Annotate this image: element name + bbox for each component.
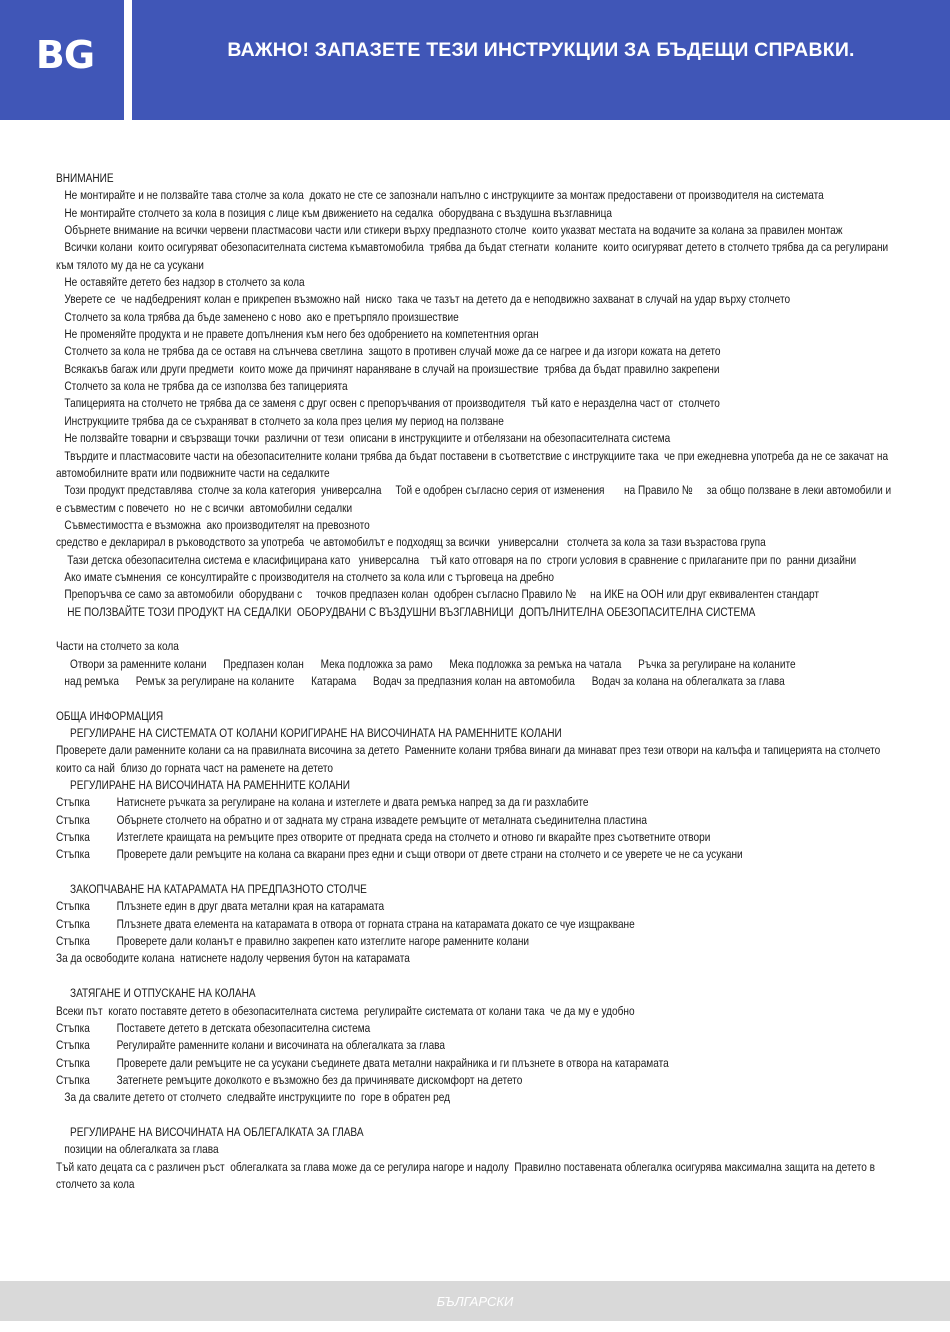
buckle-section [56,881,896,968]
warnings-heading: ВНИМАНИЕ [56,171,114,185]
step-text: Поставете детето в детската обезопасителна система [116,1020,371,1035]
step-row [56,829,896,846]
parts-heading: Части на столчето за кола [56,639,179,654]
paragraph: За да свалите детето от столчето следвайте инструкциите по горе в обратен ред [56,1090,451,1105]
step-label: Стъпка [56,934,90,949]
general-section [56,708,896,864]
warning-item: Ако имате съмнения се консултирайте с производителя на столчето за кола или с търговеца на дребно [56,569,554,584]
subsection-heading: РЕГУЛИРАНЕ НА СИСТЕМАТА ОТ КОЛАНИ КОРИГИРАНЕ НА ВИСОЧИНАТА НА РАМЕННИТЕ КОЛАНИ [56,726,562,740]
spacer [56,1107,896,1124]
spacer [56,690,896,707]
step-label: Стъпка [56,899,90,914]
step-label: Стъпка [56,1038,90,1053]
warning-item: Столчето за кола трябва да бъде заменено с ново ако е претърпяло произшествие [56,309,459,324]
language-badge [0,0,124,120]
tighten-section [56,985,896,1106]
step-label: Стъпка [56,1072,90,1087]
step-row [56,1055,896,1072]
footer-language: БЪЛГАРСКИ [436,1293,514,1309]
warning-item: Препоръчва се само за автомобили оборудвани с точков предпазен колан одобрен съгласно Правило № на ИКЕ на ООН или друг еквивалентен стандарт [56,587,820,602]
warning-item: Столчето за кола не трябва да се оставя на слънчева светлина защото в противен случай може да се нагрее и да изгори кожата на детето [56,344,721,359]
step-row [56,812,896,829]
subsection-heading: РЕГУЛИРАНЕ НА ВИСОЧИНАТА НА РАМЕННИТЕ КОЛАНИ [56,778,351,793]
headrest-section [56,1124,896,1193]
paragraph: Тъй като децата са с различен ръст облегалката за глава може да се регулира нагоре и надолу Правилно поставената облегалка осигурява максимална защита на детето в столчето за кола [56,1159,878,1191]
warning-item: Не оставяйте детето без надзор в столчето за кола [56,275,305,290]
step-text: Плъзнете един в друг двата метални края на катарамата [116,899,385,914]
warning-item: Всякакъв багаж или други предмети които може да причинят нараняване в случай на произшествие трябва да бъдат правилно закрепени [56,361,720,376]
step-text: Обърнете столчето на обратно и от задната му страна извадете ремъците от металната съединителна пластина [116,812,647,827]
page-footer [0,1281,950,1321]
paragraph: Проверете дали раменните колани са на правилната височина за детето Раменните колани трябва винаги да минават през тези отвори на калъфа и тапицерията на столчето които са най близо до горната част на раменете на детето [56,743,886,775]
warnings-section [56,170,896,621]
spacer [56,621,896,638]
step-row [56,898,896,915]
warning-item: Обърнете внимание на всички червени пластмасови части или стикери върху предпазното столче които указват местата на водачите за колана за правилен монтаж [56,223,843,238]
warning-item: Не монтирайте столчето за кола в позиция с лице към движението на седалка оборудвана с въздушна възглавница [56,205,612,220]
step-row [56,933,896,950]
subsection-heading: ЗАКОПЧАВАНЕ НА КАТАРАМАТА НА ПРЕДПАЗНОТО СТОЛЧЕ [56,882,367,897]
subsection-heading: ЗАТЯГАНЕ И ОТПУСКАНЕ НА КОЛАНА [56,986,256,1001]
warning-item: Столчето за кола не трябва да се използва без тапицерията [56,379,348,394]
warning-item: Твърдите и пластмасовите части на обезопасителните колани трябва да бъдат поставени в съответствие с инструкциите така че при ежедневна употреба да не се закачат на автомобилните врати или подвижните части на седалките [56,448,891,480]
step-row [56,794,896,811]
warning-item: Не монтирайте и не ползвайте тава столче за кола докато не сте се запознали напълно с инструкциите за монтаж предоставени от производителя на системата [56,188,824,203]
step-text: Изтеглете краищата на ремъците през отворите от предната среда на столчето и отново ги вкарайте през съответните отвори [116,830,711,845]
warning-item: Тапицерията на столчето не трябва да се заменя с друг освен с препоръчвания от производителя тъй като е неразделна част от столчето [56,396,720,411]
warning-item: Не ползвайте товарни и свързващи точки различни от тези описани в инструкциите и отбелязани на обезопасителната система [56,431,671,446]
warning-item: Всички колани които осигуряват обезопасителната система къмавтомобила трябва да бъдат стегнати коланите които осигуряват детето в столчето трябва да са регулирани към тялото му да не са усукани [56,240,891,272]
step-row [56,1072,896,1089]
step-label: Стъпка [56,795,90,810]
step-text: Проверете дали коланът е правилно закрепен като изтеглите нагоре раменните колани [116,934,530,949]
warning-item: Уверете се че надбедреният колан е прикрепен възможно най ниско така че тазът на детето да е неподвижно захванат в случай на удар върху столчето [56,292,791,307]
step-label: Стъпка [56,1020,90,1035]
warning-item: Тази детска обезопасителна система е класифицирана като универсална тъй като отговаря на по строги условия в сравнение с прилаганите при по ранни дизайни [56,552,857,567]
parts-list-line: над ремъка Ремък за регулиране на коланите Катарама Водач за предпазния колан на автомобила Водач за колана на облегалката за глава [56,673,785,688]
warning-item: НЕ ПОЛЗВАЙТЕ ТОЗИ ПРОДУКТ НА СЕДАЛКИ ОБОРУДВАНИ С ВЪЗДУШНИ ВЪЗГЛАВНИЦИ ДОПЪЛНИТЕЛНА ОБЕЗОПАСИТЕЛНА СИСТЕМА [56,604,756,619]
parts-section [56,638,896,690]
warning-item: Инструкциите трябва да се съхраняват в столчето за кола през целия му период на ползване [56,413,504,428]
paragraph: Всеки път когато поставяте детето в обезопасителната система регулирайте системата от колани така че да му е удобно [56,1003,635,1018]
warning-item: Не променяйте продукта и не правете допълнения към него без одобрението на компетентния орган [56,327,539,342]
step-text: Плъзнете двата елемента на катарамата в отвора от горната страна на катарамата докато се чуе изщракване [116,916,635,931]
step-text: Регулирайте раменните колани и височината на облегалката за глава [116,1038,446,1053]
paragraph: позиции на облегалката за глава [56,1142,219,1157]
spacer [56,968,896,985]
step-row [56,1020,896,1037]
paragraph: За да освободите колана натиснете надолу червения бутон на катарамата [56,951,410,966]
page-title: ВАЖНО! ЗАПАЗЕТЕ ТЕЗИ ИНСТРУКЦИИ ЗА БЪДЕЩИ СПРАВКИ. [227,38,855,61]
header-divider [124,0,132,120]
step-text: Натиснете ръчката за регулиране на колана и изтеглете и двата ремъка напред за да ги разхлабите [116,795,589,810]
warning-item: Този продукт представлява столче за кола категория универсална Той е одобрен съгласно серия от изменения на Правило № за общо ползване в леки автомобили и е съвместим с повечето но не с всички автомобилни седалки [56,483,894,515]
subsection-heading: РЕГУЛИРАНЕ НА ВИСОЧИНАТА НА ОБЛЕГАЛКАТА ЗА ГЛАВА [56,1124,364,1139]
step-row [56,846,896,863]
spacer [56,864,896,881]
language-code: BG [35,33,95,77]
parts-list-line: Отвори за раменните колани Предпазен колан Мека подложка за рамо Мека подложка за ремъка на чатала Ръчка за регулиране на коланите [56,656,796,671]
step-row [56,916,896,933]
step-text: Проверете дали ремъците на колана са вкарани през едни и същи отвори от двете страни на столчето и се уверете че не са усукани [116,847,743,862]
step-label: Стъпка [56,1055,90,1070]
general-heading: ОБЩА ИНФОРМАЦИЯ [56,708,164,723]
step-row [56,1037,896,1054]
step-label: Стъпка [56,916,90,931]
step-text: Проверете дали ремъците не са усукани съединете двата метални накрайника и ги плъзнете в отвора на катарамата [116,1055,669,1070]
step-label: Стъпка [56,830,90,845]
page-header [0,0,950,120]
step-text: Затегнете ремъците доколкото е възможно без да причинявате дискомфорт на детето [116,1072,523,1087]
step-label: Стъпка [56,847,90,862]
step-label: Стъпка [56,812,90,827]
document-body [56,170,896,1193]
warning-item: Съвместимостта е възможна ако производителят на превозното средство е декларирал в ръководството за употреба че автомобилът е подходящ за всички универсални столчета за кола за тази възрастова група [56,517,766,550]
